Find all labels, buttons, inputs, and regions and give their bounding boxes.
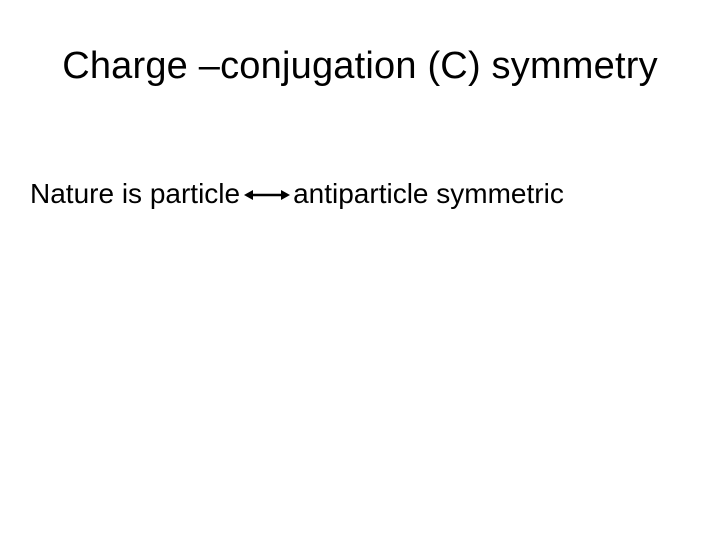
statement-left-text: Nature is particle [30,178,241,209]
slide-title: Charge –conjugation (C) symmetry [62,45,658,87]
statement-line [30,172,564,216]
statement-right-text: antiparticle symmetric [293,178,564,209]
double-headed-arrow-icon [244,188,290,202]
